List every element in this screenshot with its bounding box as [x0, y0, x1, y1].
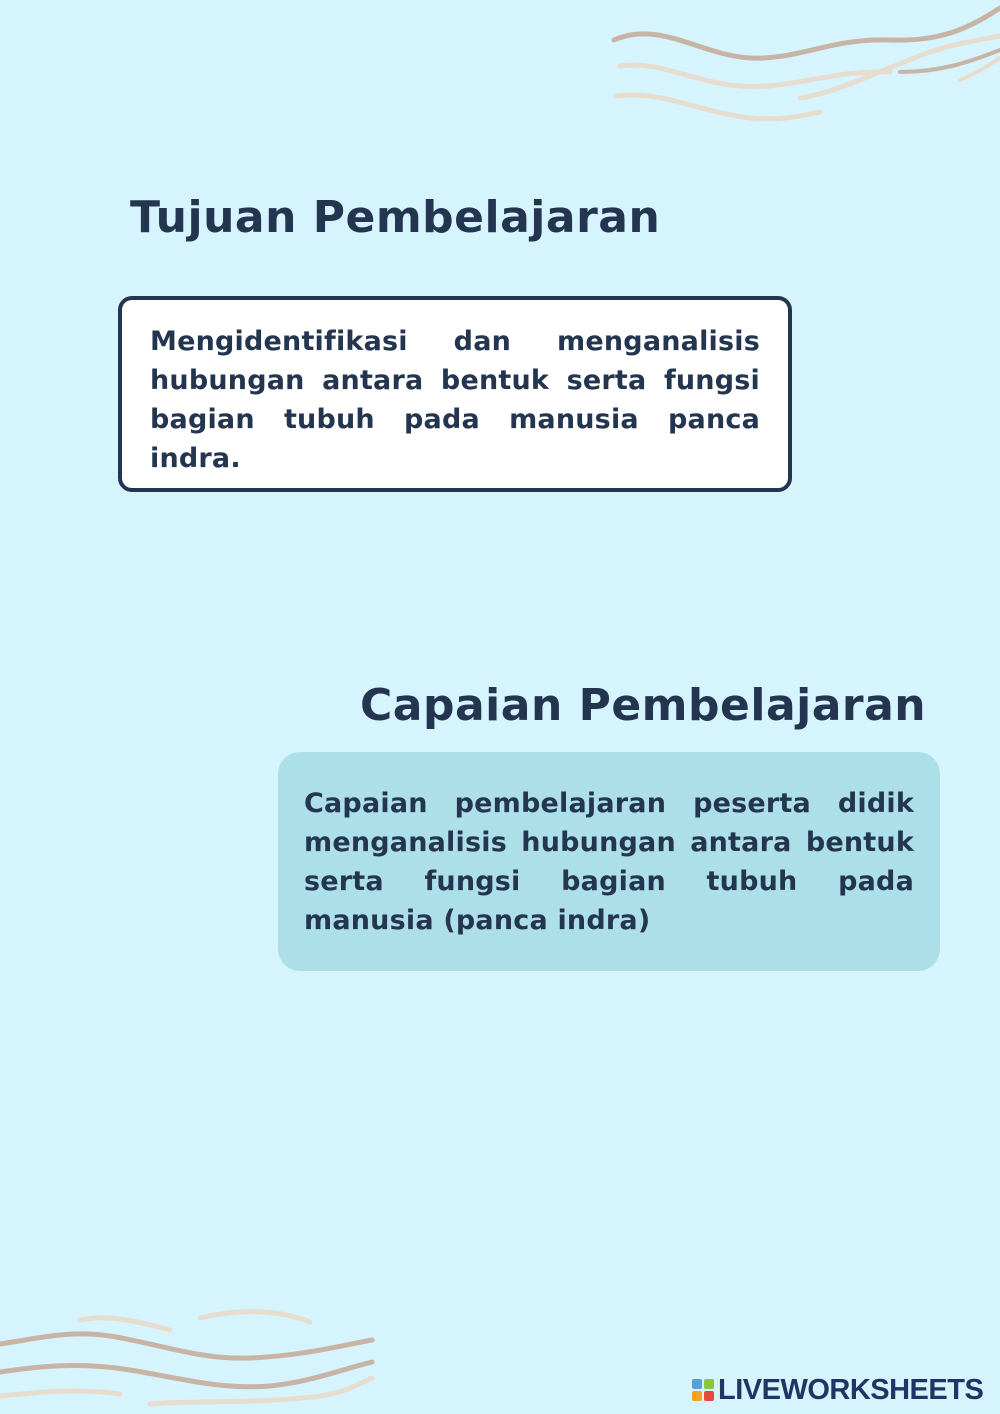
capaian-pembelajaran-box: [278, 752, 940, 971]
tujuan-pembelajaran-text: Mengidentifikasi dan menganalisis hubungan antara bentuk serta fungsi bagian tubuh pada manusia panca indra.: [150, 326, 760, 474]
capaian-pembelajaran-heading: Capaian Pembelajaran: [360, 680, 927, 731]
liveworksheets-logo-icon: [692, 1379, 714, 1401]
liveworksheets-watermark: [692, 1372, 983, 1408]
capaian-pembelajaran-text: Capaian pembelajaran peserta didik menganalisis hubungan antara bentuk serta fungsi bagian tubuh pada manusia (panca indra): [304, 788, 914, 936]
decorative-wave-bottom-left: [0, 1300, 380, 1414]
decorative-wave-top-right: [600, 0, 1000, 130]
liveworksheets-wordmark: LIVEWORKSHEETS: [718, 1373, 984, 1406]
tujuan-pembelajaran-box: [118, 296, 792, 492]
tujuan-pembelajaran-heading: Tujuan Pembelajaran: [130, 192, 661, 243]
